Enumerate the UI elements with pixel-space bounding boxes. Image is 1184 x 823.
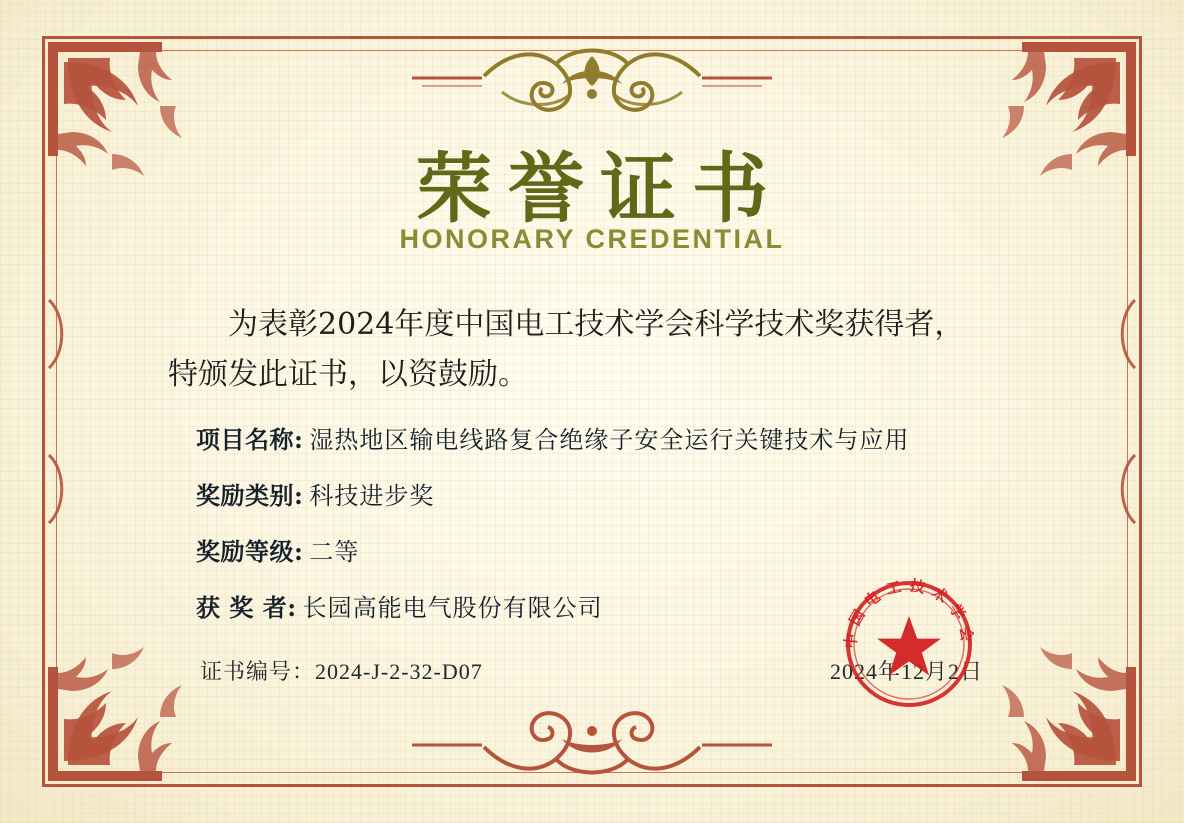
body-line-1 <box>168 300 1028 350</box>
field-value: 二等 <box>309 538 360 566</box>
issue-date: 2024年12月2日 <box>830 659 984 684</box>
certificate-body <box>168 300 1028 400</box>
certificate-number-label: 证书编号： <box>200 659 316 684</box>
certificate-number <box>200 655 483 686</box>
field-value: 长园高能电气股份有限公司 <box>302 594 603 622</box>
field-project-name <box>196 420 1056 455</box>
certificate-number-value: 2024-J-2-32-D07 <box>315 659 483 684</box>
field-label: 项目名称: <box>196 425 304 454</box>
field-label: 奖励类别: <box>196 481 304 510</box>
field-award-category <box>196 476 1056 511</box>
page-subtitle: HONORARY CREDENTIAL <box>399 224 785 254</box>
field-label: 奖励等级: <box>196 537 304 566</box>
field-award-grade <box>196 532 1056 567</box>
page-title: 荣誉证书 <box>416 144 784 233</box>
field-value: 科技进步奖 <box>309 482 435 510</box>
body-line-2: 特颁发此证书，以资鼓励。 <box>168 357 528 392</box>
field-label: 获 奖 者: <box>196 593 297 622</box>
body-line-1-text: 为表彰2024年度中国电工技术学会科学技术奖获得者， <box>228 307 965 342</box>
official-seal-icon <box>838 573 980 715</box>
svg-text:中国电工技术学会: 中国电工技术学会 <box>841 576 977 650</box>
field-value: 湿热地区输电线路复合绝缘子安全运行关键技术与应用 <box>309 426 910 454</box>
